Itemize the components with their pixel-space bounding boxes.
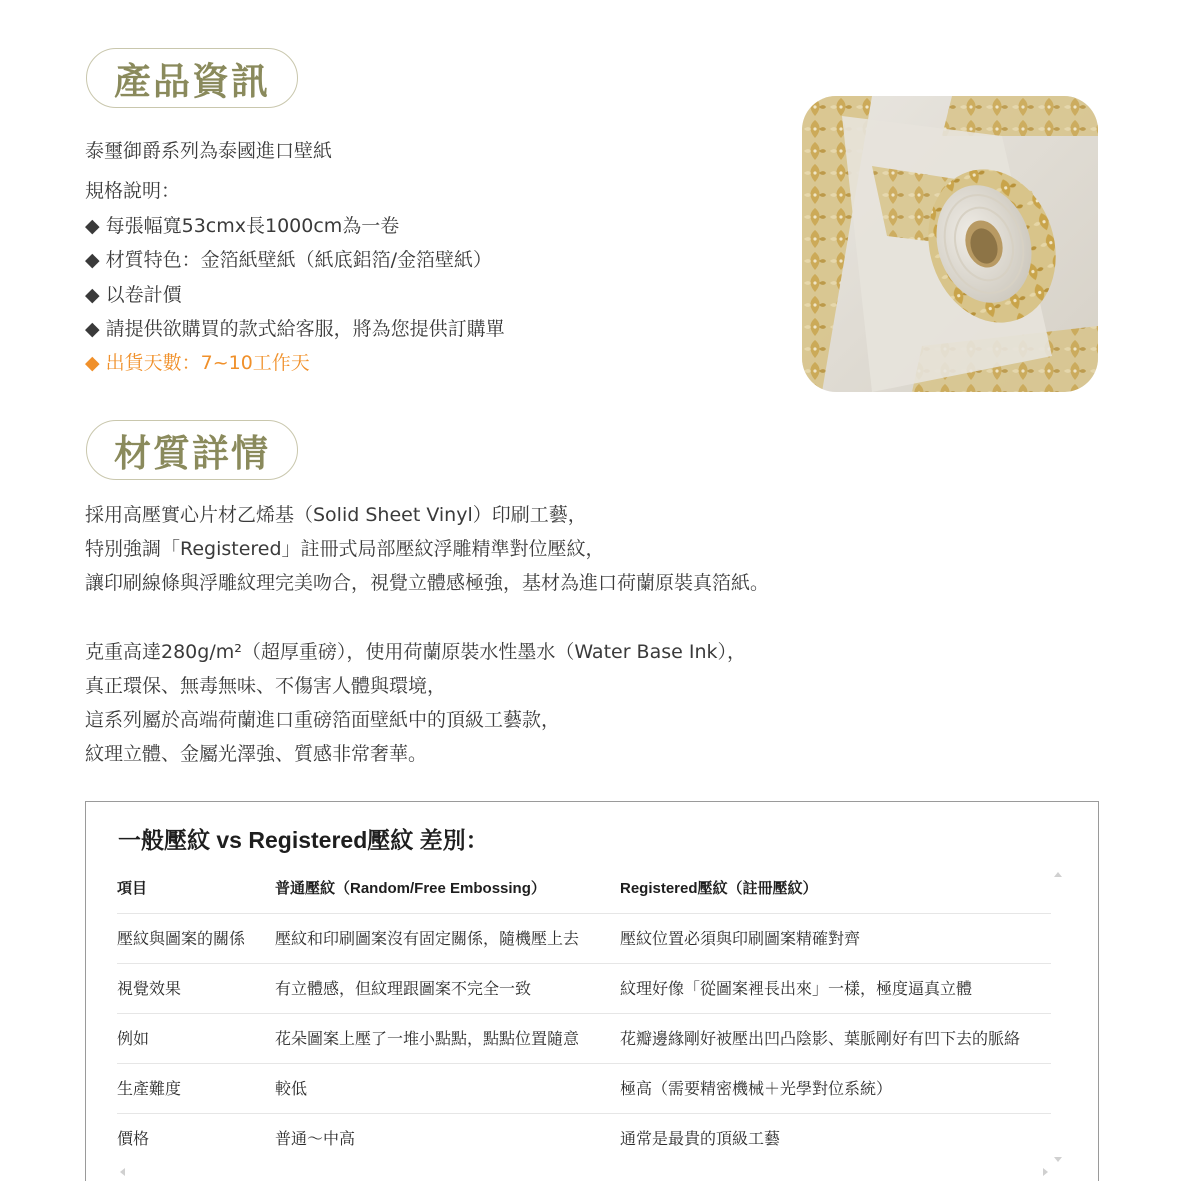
spec-bullet — [85, 283, 182, 307]
diamond-bullet-icon: ◆ — [85, 318, 100, 340]
diamond-bullet-icon: ◆ — [85, 249, 100, 271]
table-cell: 壓紋位置必須與印刷圖案精確對齊 — [620, 929, 861, 948]
material-details-heading: 材質詳情 — [86, 420, 298, 480]
table-cell: 例如 — [117, 1029, 150, 1048]
table-row — [117, 1014, 1051, 1064]
spec-label: 規格說明： — [85, 180, 181, 202]
header-cell-item: 項目 — [117, 880, 148, 897]
spec-bullet-text: 請提供欲購買的款式給客服，將為您提供訂購單 — [105, 318, 505, 340]
product-info-heading: 產品資訊 — [86, 48, 298, 108]
material-paragraph-line: 採用高壓實心片材乙烯基（Solid Sheet Vinyl）印刷工藝， — [85, 504, 587, 526]
spec-bullet — [85, 214, 399, 238]
table-cell: 普通～中高 — [275, 1129, 356, 1148]
table-cell: 有立體感，但紋理跟圖案不完全一致 — [275, 979, 532, 998]
diamond-bullet-icon: ◆ — [85, 352, 100, 374]
spec-bullet — [85, 317, 505, 341]
table-header-row — [117, 864, 1051, 914]
scroll-up-arrow-icon[interactable] — [1054, 872, 1062, 877]
shipping-days-bullet — [85, 351, 310, 375]
table-cell: 壓紋和印刷圖案沒有固定關係，隨機壓上去 — [275, 929, 580, 948]
comparison-panel[interactable] — [85, 801, 1099, 1181]
product-intro: 泰璽御爵系列為泰國進口壁紙 — [85, 140, 333, 162]
table-cell: 花朵圖案上壓了一堆小點點，點點位置隨意 — [275, 1029, 580, 1048]
shipping-days-text: 出貨天數：7~10工作天 — [105, 352, 310, 374]
table-cell: 生產難度 — [117, 1079, 182, 1098]
scroll-right-arrow-icon[interactable] — [1043, 1168, 1048, 1176]
table-cell: 視覺效果 — [117, 979, 182, 998]
material-paragraph-line: 真正環保、無毒無味、不傷害人體與環境， — [85, 675, 447, 697]
material-paragraph-line: 紋理立體、金屬光澤強、質感非常奢華。 — [85, 743, 428, 765]
table-cell: 花瓣邊緣剛好被壓出凹凸陰影、葉脈剛好有凹下去的脈絡 — [620, 1029, 1021, 1048]
spec-bullet-text: 每張幅寬53cmx長1000cm為一卷 — [105, 215, 400, 237]
table-row — [117, 1114, 1051, 1164]
table-cell: 價格 — [117, 1129, 150, 1148]
table-cell: 極高（需要精密機械＋光學對位系統） — [620, 1079, 893, 1098]
table-row — [117, 964, 1051, 1014]
scroll-left-arrow-icon[interactable] — [120, 1168, 125, 1176]
header-cell-registered: Registered壓紋（註冊壓紋） — [620, 880, 818, 897]
comparison-title: 一般壓紋 vs Registered壓紋 差別： — [118, 827, 489, 853]
table-cell: 紋理好像「從圖案裡長出來」一樣，極度逼真立體 — [620, 979, 973, 998]
comparison-table — [117, 864, 1051, 1164]
table-cell: 壓紋與圖案的關係 — [117, 929, 246, 948]
table-row — [117, 914, 1051, 964]
material-paragraph-line: 克重高達280g/m²（超厚重磅），使用荷蘭原裝水性墨水（Water Base Ink）， — [85, 641, 747, 663]
header-cell-random: 普通壓紋（Random/Free Embossing） — [275, 880, 546, 897]
scroll-down-arrow-icon[interactable] — [1054, 1157, 1062, 1162]
diamond-bullet-icon: ◆ — [85, 215, 100, 237]
material-paragraph-line: 這系列屬於高端荷蘭進口重磅箔面壁紙中的頂級工藝款， — [85, 709, 561, 731]
spec-bullet-text: 材質特色：金箔紙壁紙（紙底鋁箔/金箔壁紙） — [105, 249, 493, 271]
wallpaper-roll-photo — [802, 96, 1098, 392]
diamond-bullet-icon: ◆ — [85, 284, 100, 306]
spec-bullet — [85, 248, 492, 272]
spec-bullet-text: 以卷計價 — [105, 284, 182, 306]
table-cell: 較低 — [275, 1079, 308, 1098]
table-row — [117, 1064, 1051, 1114]
table-cell: 通常是最貴的頂級工藝 — [620, 1129, 781, 1148]
material-paragraph-line: 特別強調「Registered」註冊式局部壓紋浮雕精準對位壓紋， — [85, 538, 605, 560]
material-paragraph-line: 讓印刷線條與浮雕紋理完美吻合，視覺立體感極強，基材為進口荷蘭原裝真箔紙。 — [85, 572, 770, 594]
